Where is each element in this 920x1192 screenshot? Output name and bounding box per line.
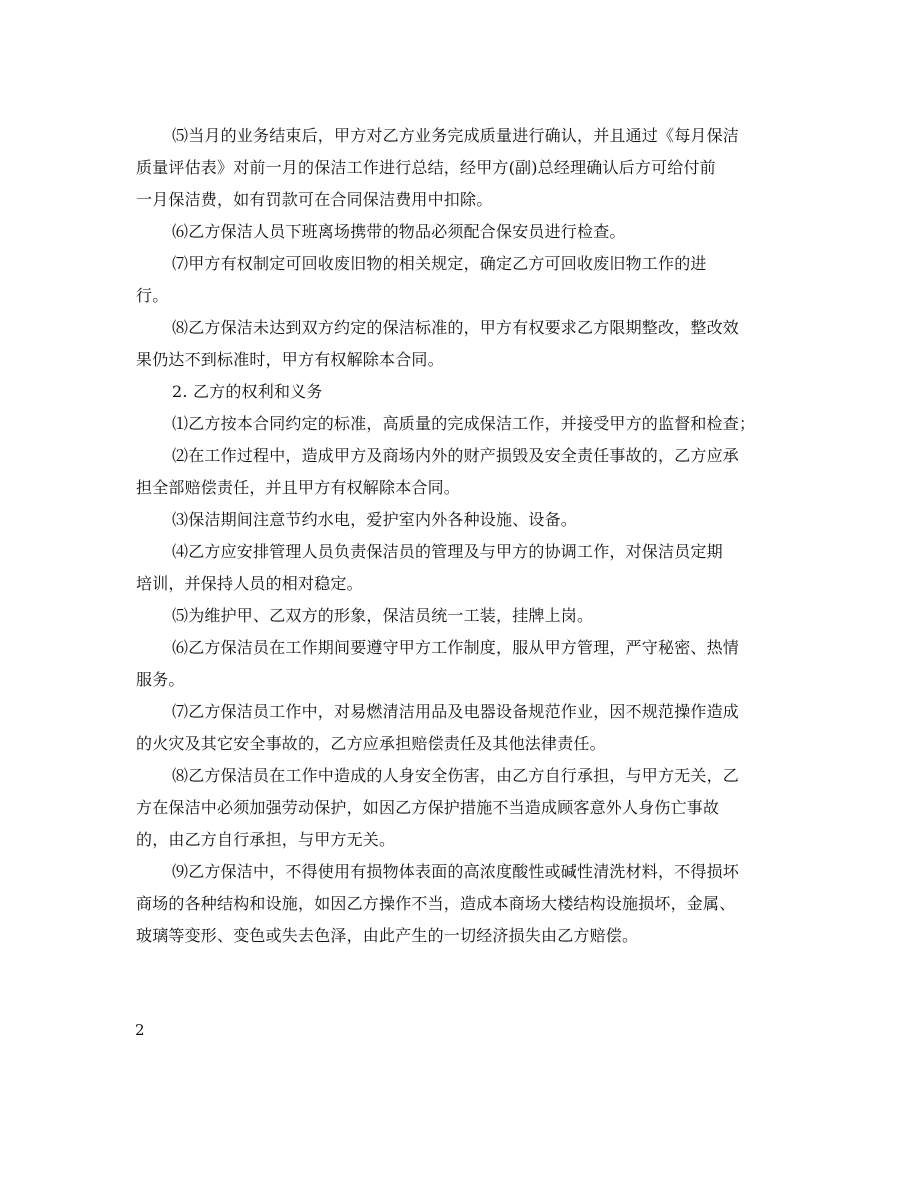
document-body [136,120,796,952]
paragraph [136,536,796,600]
paragraph-line: 行。 [136,286,169,305]
paragraph-line: ⑹乙方保洁员在工作期间要遵守甲方工作制度，服从甲方管理，严守秘密、热情 [172,638,740,657]
paragraph-line: 担全部赔偿责任，并且甲方有权解除本合同。 [136,478,461,497]
paragraph [136,856,796,952]
paragraph-line: ⑻乙方保洁未达到双方约定的保洁标准的，甲方有权要求乙方限期整改，整改效 [172,318,740,337]
paragraph-line: 一月保洁费，如有罚款可在合同保洁费用中扣除。 [136,190,493,209]
paragraph [136,376,796,408]
paragraph-line: ⑸当月的业务结束后，甲方对乙方业务完成质量进行确认，并且通过《每月保洁 [172,126,740,145]
paragraph-line: 方在保洁中必须加强劳动保护，如因乙方保护措施不当造成顾客意外人身伤亡事故 [136,798,720,817]
paragraph-line: 质量评估表》对前一月的保洁工作进行总结，经甲方(副)总经理确认后方可给付前 [136,158,716,177]
paragraph-line: 玻璃等变形、变色或失去色泽，由此产生的一切经济损失由乙方赔偿。 [136,926,639,945]
paragraph-line: ⑺乙方保洁员工作中，对易燃清洁用品及电器设备规范作业，因不规范操作造成 [172,702,740,721]
paragraph-line: 果仍达不到标准时，甲方有权解除本合同。 [136,350,444,369]
paragraph-line: ⑴乙方按本合同约定的标准，高质量的完成保洁工作，并接受甲方的监督和检查； [172,414,756,433]
paragraph-line: ⑹乙方保洁人员下班离场携带的物品必须配合保安员进行检查。 [172,222,626,241]
paragraph-line: 商场的各种结构和设施，如因乙方操作不当，造成本商场大楼结构设施损坏，金属、 [136,894,736,913]
page-number: 2 [135,1021,145,1039]
paragraph-line: ⑺甲方有权制定可回收废旧物的相关规定，确定乙方可回收废旧物工作的进 [172,254,707,273]
paragraph [136,312,796,376]
paragraph-line: ⑵在工作过程中，造成甲方及商场内外的财产损毁及安全责任事故的，乙方应承 [172,446,740,465]
paragraph [136,440,796,504]
paragraph [136,504,796,536]
paragraph-line: 培训，并保持人员的相对稳定。 [136,574,363,593]
paragraph-line: ⑻乙方保洁员在工作中造成的人身安全伤害，由乙方自行承担，与甲方无关，乙 [172,766,740,785]
paragraph [136,216,796,248]
paragraph-line: 2. 乙方的权利和义务 [172,382,323,401]
paragraph [136,408,796,440]
paragraph-line: ⑷乙方应安排管理人员负责保洁员的管理及与甲方的协调工作，对保洁员定期 [172,542,723,561]
paragraph [136,632,796,696]
paragraph [136,248,796,312]
paragraph-line: 服务。 [136,670,185,689]
paragraph-line: 的火灾及其它安全事故的，乙方应承担赔偿责任及其他法律责任。 [136,734,606,753]
paragraph [136,120,796,216]
paragraph-line: ⑸为维护甲、乙双方的形象，保洁员统一工装，挂牌上岗。 [172,606,594,625]
paragraph [136,760,796,856]
paragraph-line: ⑶保洁期间注意节约水电，爱护室内外各种设施、设备。 [172,510,578,529]
paragraph [136,600,796,632]
paragraph-line: ⑼乙方保洁中，不得使用有损物体表面的高浓度酸性或碱性清洗材料，不得损坏 [172,862,740,881]
paragraph [136,696,796,760]
paragraph-line: 的，由乙方自行承担，与甲方无关。 [136,830,396,849]
